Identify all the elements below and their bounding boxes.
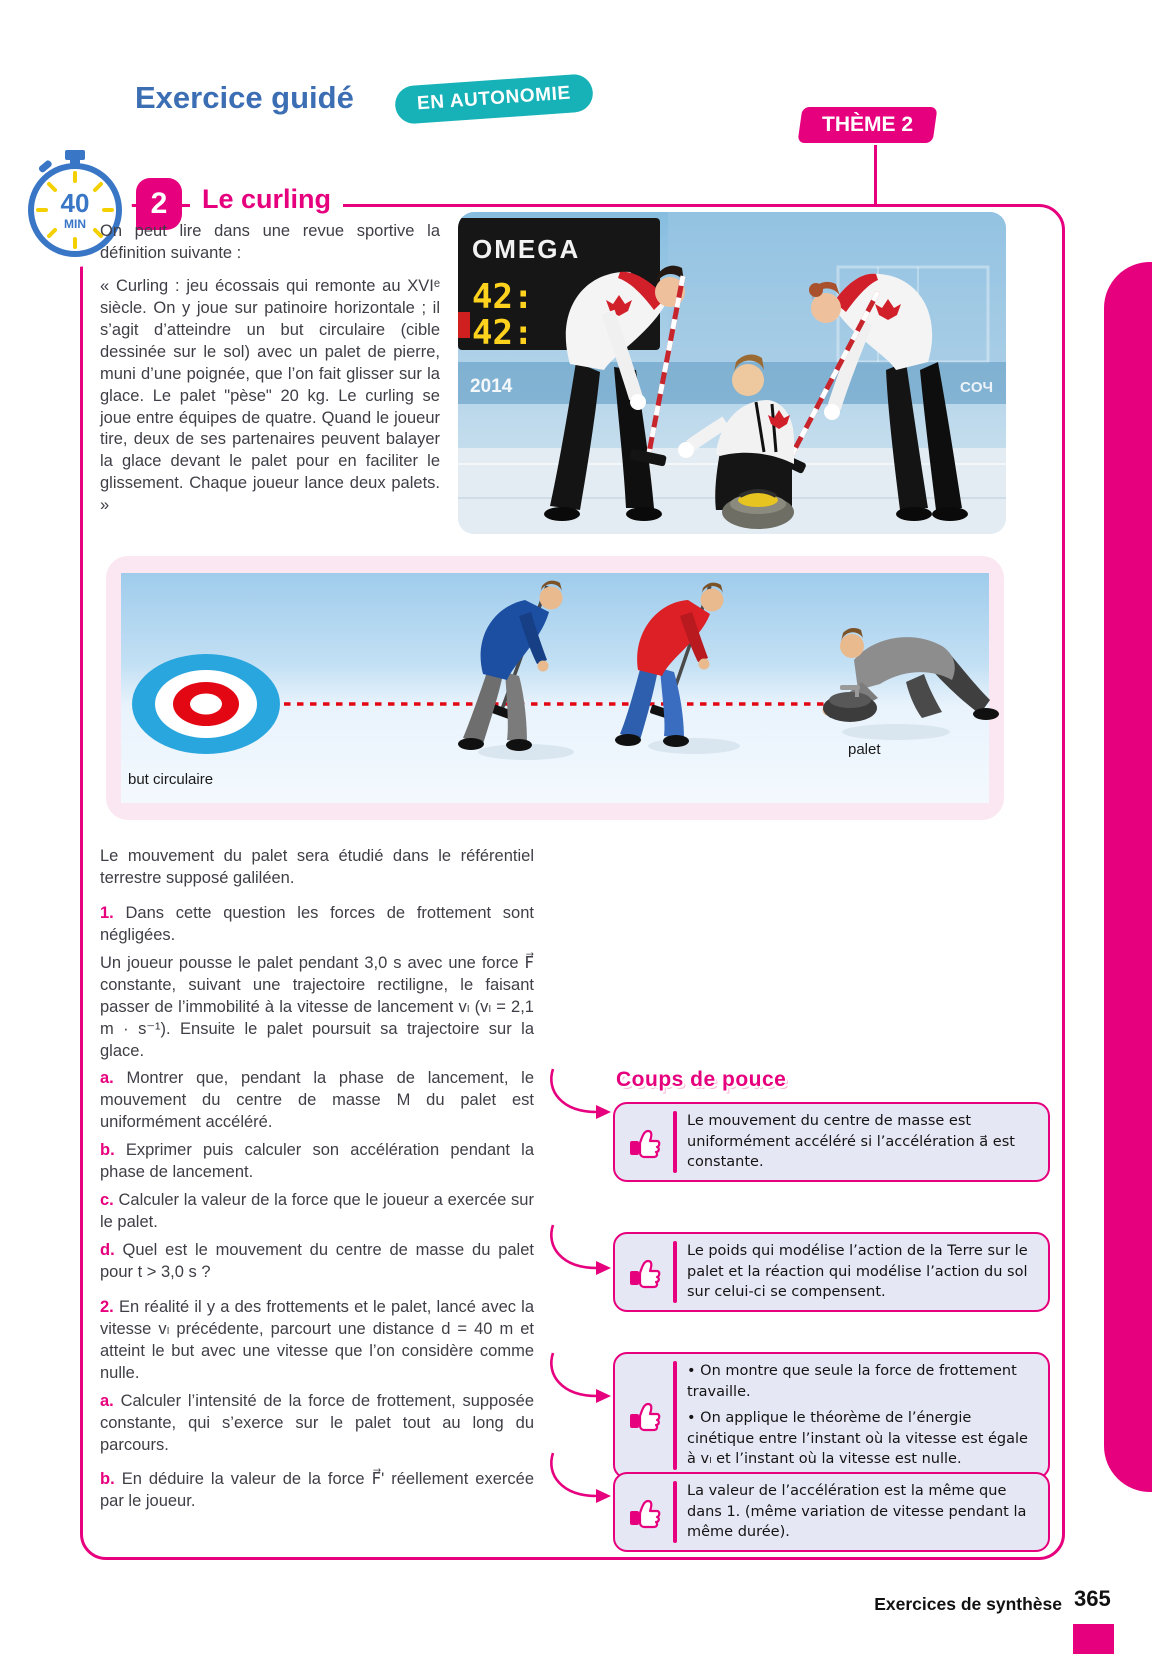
hint-divider xyxy=(673,1111,677,1173)
hint-box-3 xyxy=(613,1352,1050,1479)
hint-arrow-2 xyxy=(543,1222,613,1278)
hint-arrow-4 xyxy=(543,1450,613,1506)
hint-2-text: Le poids qui modélise l’action de la Terre sur le palet et la réaction qui modélise l’action du sol sur celui-ci se compensent. xyxy=(687,1243,1028,1301)
question-1d-text: Quel est le mouvement du centre de masse du palet pour t > 3,0 s ? xyxy=(100,1241,534,1281)
question-2a-text: Calculer l’intensité de la force de frottement, supposée constante, qui s’exerce sur le palet tout au long du parcours. xyxy=(100,1391,534,1454)
curling-diagram xyxy=(106,556,1004,820)
timer-value: 40 xyxy=(60,188,90,218)
question-1d-label: d. xyxy=(100,1241,115,1259)
question-2b xyxy=(100,1469,534,1513)
photo-banner-text: COЧ xyxy=(960,379,994,396)
hint-3-bullet-1: • On montre que seule la force de frottement travaille. xyxy=(687,1363,1017,1400)
footer-accent-square xyxy=(1073,1624,1114,1654)
problem-text-block xyxy=(100,846,534,1519)
question-1c-label: c. xyxy=(100,1191,114,1210)
question-1a-label: a. xyxy=(100,1069,114,1088)
curling-photo-art xyxy=(458,212,1006,534)
hint-3-bullets xyxy=(687,1361,1036,1470)
thumbs-up-icon xyxy=(627,1254,663,1290)
hint-divider xyxy=(673,1481,677,1543)
page-title: Exercice guidé xyxy=(135,80,354,115)
thumbs-up-icon xyxy=(627,1124,663,1160)
photo-score-bottom: 42: xyxy=(472,313,534,353)
hint-1-text: Le mouvement du centre de masse est uniformément accéléré si l’accélération a⃗ est constante. xyxy=(687,1113,1015,1171)
intro-quote: « Curling : jeu écossais qui remonte au XVIᵉ siècle. On y joue sur patinoire horizontale ; il s’agit d’atteindre un but circulaire (cible dessinée sur le sol) avec un palet de pierre, muni d’une poignée, que l’on fait glisser sur la glace. Le palet "pèse" 20 kg. Le curling se joue entre équipes de quatre. Quand le joueur tire, deux de ses partenaires peuvent balayer la glace devant le palet pour en faciliter le glissement. Chaque joueur lance deux palets. » xyxy=(100,276,440,515)
theme-badge-label: THÈME 2 xyxy=(822,113,914,136)
stone-label: palet xyxy=(848,741,881,758)
question-1 xyxy=(100,903,534,947)
intro-text-block xyxy=(100,221,440,528)
curling-photo xyxy=(458,212,1006,534)
problem-intro: Le mouvement du palet sera étudié dans le référentiel terrestre supposé galiléen. xyxy=(100,847,534,887)
hints-title: Coups de pouce xyxy=(616,1068,787,1091)
hint-4-text: La valeur de l’accélération est la même que dans 1. (même variation de vitesse pendant la même durée). xyxy=(687,1483,1027,1541)
question-1b xyxy=(100,1140,534,1184)
hint-divider xyxy=(673,1241,677,1303)
diagram-target xyxy=(132,654,280,754)
hint-divider xyxy=(673,1361,677,1470)
timer-unit: MIN xyxy=(64,217,86,231)
footer-section-label: Exercices de synthèse xyxy=(874,1594,1062,1614)
curling-diagram-art xyxy=(106,556,1004,820)
footer-page-number: 365 xyxy=(1074,1586,1111,1611)
target-label: but circulaire xyxy=(128,771,214,788)
hint-3-bullet-2: • On applique le théorème de l’énergie cinétique entre l’instant où la vitesse est égale à vₗ et l’instant où la vitesse est nulle. xyxy=(687,1410,1028,1468)
question-1b-label: b. xyxy=(100,1141,115,1160)
intro-paragraph: On peut lire dans une revue sportive la définition suivante : xyxy=(100,222,440,262)
question-2-text: En réalité il y a des frottements et le palet, lancé avec la vitesse vₗ précédente, parcourt une distance d = 40 m et atteint le but avec une vitesse que l’on considère comme nulle. xyxy=(100,1297,534,1382)
thumbs-up-icon xyxy=(627,1397,663,1433)
thumbs-up-icon xyxy=(627,1494,663,1530)
question-1a-text: Montrer que, pendant la phase de lancement, le mouvement du centre de masse M du palet est uniformément accéléré. xyxy=(100,1069,534,1132)
question-2 xyxy=(100,1297,534,1385)
question-1b-text: Exprimer puis calculer son accélération pendant la phase de lancement. xyxy=(100,1141,534,1182)
hint-box-1 xyxy=(613,1102,1050,1182)
question-1c xyxy=(100,1190,534,1234)
photo-year-text: 2014 xyxy=(470,376,513,397)
hint-box-4 xyxy=(613,1472,1050,1552)
question-1a xyxy=(100,1068,534,1134)
exercise-title: Le curling xyxy=(190,184,343,215)
question-1d xyxy=(100,1240,534,1284)
hint-arrow-3 xyxy=(543,1350,613,1406)
question-1-text: Dans cette question les forces de frottement sont négligées. xyxy=(100,903,534,944)
question-1-detail: Un joueur pousse le palet pendant 3,0 s avec une force F⃗ constante, suivant une trajectoire rectiligne, le faisant passer de l’immobilité à la vitesse de lancement vₗ (vₗ = 2,1 m · s⁻¹). Ensuite le palet poursuit sa trajectoire sur la glace. xyxy=(100,953,534,1060)
autonomy-badge: EN AUTONOMIE xyxy=(394,73,594,125)
photo-brand-text: OMEGA xyxy=(472,234,581,264)
question-2b-text: En déduire la valeur de la force F⃗' réellement exercée par le joueur. xyxy=(100,1470,534,1511)
question-2a-label: a. xyxy=(100,1391,114,1410)
question-2-label: 2. xyxy=(100,1297,114,1316)
question-2b-label: b. xyxy=(100,1470,115,1489)
question-1-label: 1. xyxy=(100,903,114,922)
chapter-side-tab xyxy=(1104,262,1152,1492)
hint-box-2 xyxy=(613,1232,1050,1312)
theme-badge xyxy=(797,107,937,143)
question-1c-text: Calculer la valeur de la force que le joueur a exercée sur le palet. xyxy=(100,1191,534,1232)
question-2a xyxy=(100,1391,534,1457)
photo-score-top: 42: xyxy=(472,277,534,317)
theme-connector-line xyxy=(874,145,877,207)
hint-arrow-1 xyxy=(543,1066,613,1122)
exercise-number-badge: 2 xyxy=(136,178,182,230)
